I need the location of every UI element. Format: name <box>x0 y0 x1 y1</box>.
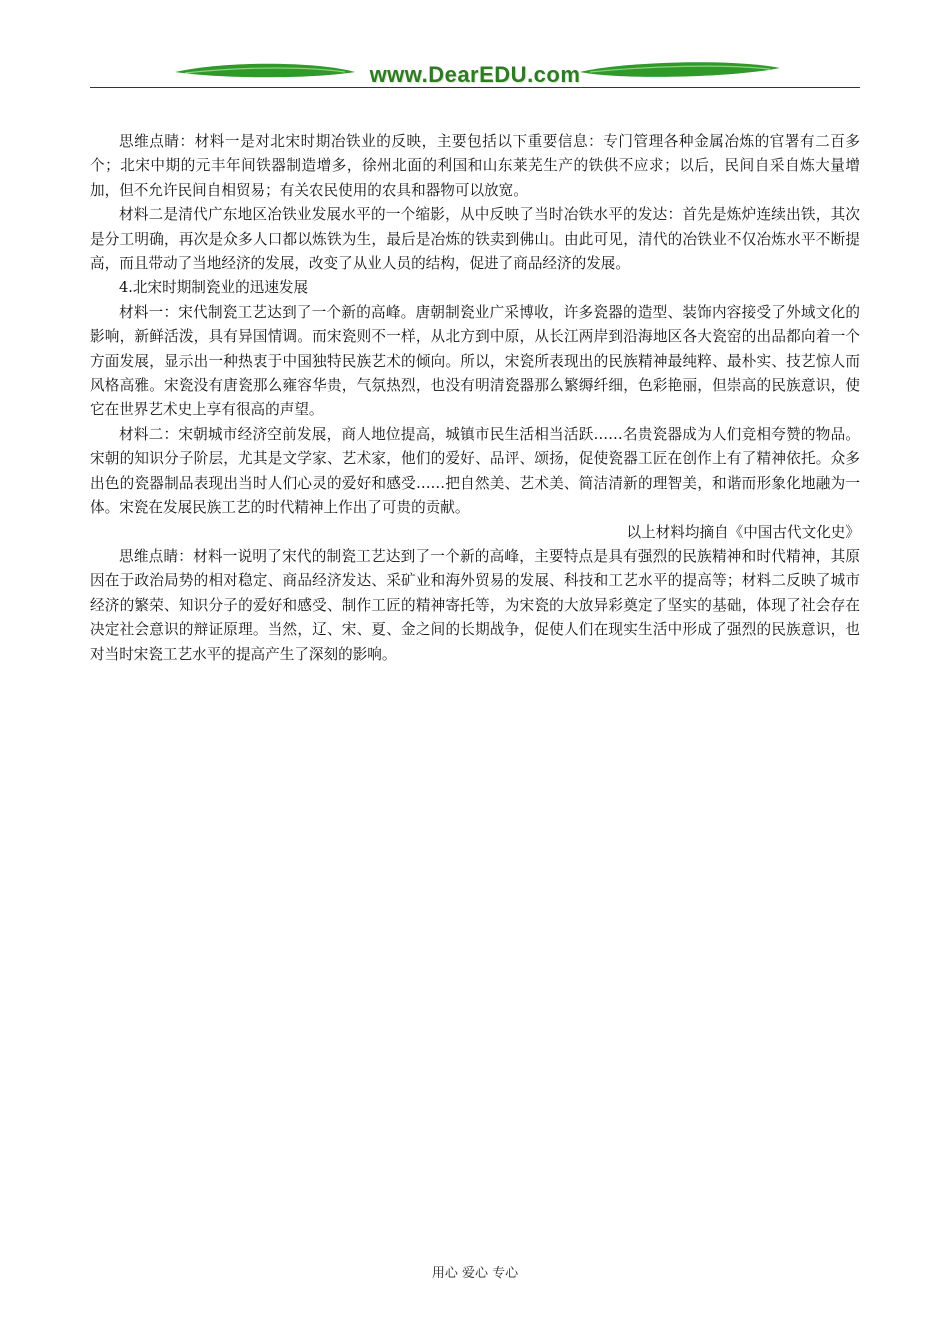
paragraph-4: 材料二：宋朝城市经济空前发展，商人地位提高，城镇市民生活相当活跃……名贵瓷器成为人们竞相夸赞的物品。宋朝的知识分子阶层，尤其是文学家、艺术家，他们的爱好、品评、颂扬，促使瓷器工匠在创作上有了精神依托。众多出色的瓷器制品表现出当时人们心灵的爱好和感受……把自然美、艺术美、简洁清新的理智美，和谐而形象化地融为一体。宋瓷在发展民族工艺的时代精神上作出了可贵的贡献。 <box>90 425 860 517</box>
section-heading: 4.北宋时期制瓷业的迅速发展 <box>119 279 309 297</box>
site-logo-text: www.DearEDU.com <box>369 62 581 87</box>
document-body <box>90 130 860 667</box>
paragraph-1: 思维点睛：材料一是对北宋时期冶铁业的反映，主要包括以下重要信息：专门管理各种金属冶炼的官署有二百多个；北宋中期的元丰年间铁器制造增多，徐州北面的利国和山东莱芜生产的铁供不应求；以后，民间自采自炼大量增加，但不允许民间自相贸易；有关农民使用的农具和器物可以放宽。 <box>90 133 860 199</box>
closing-paragraph: 思维点睛：材料一说明了宋代的制瓷工艺达到了一个新的高峰，主要特点是具有强烈的民族精神和时代精神，其原因在于政治局势的相对稳定、商品经济发达、采矿业和海外贸易的发展、科技和工艺水平的提高等；材料二反映了城市经济的繁荣、知识分子的爱好和感受、制作工匠的精神寄托等，为宋瓷的大放异彩奠定了坚实的基础，体现了社会存在决定社会意识的辩证原理。当然，辽、宋、夏、金之间的长期战争，促使人们在现实生活中形成了强烈的民族意识，也对当时宋瓷工艺水平的提高产生了深刻的影响。 <box>90 547 860 663</box>
header-divider <box>90 87 860 88</box>
page-header <box>90 58 860 92</box>
source-citation: 以上材料均摘自《中国古代文化史》 <box>626 523 860 541</box>
paragraph-3: 材料一：宋代制瓷工艺达到了一个新的高峰。唐朝制瓷业广采博收，许多瓷器的造型、装饰内容接受了外域文化的影响，新鲜活泼，具有异国情调。而宋瓷则不一样，从北方到中原，从长江两岸到沿海地区各大瓷窑的出品都向着一个方面发展，显示出一种热衷于中国独特民族艺术的倾向。所以，宋瓷所表现出的民族精神最纯粹、最朴实、技艺惊人而风格高雅。宋瓷没有唐瓷那么雍容华贵，气氛热烈，也没有明清瓷器那么繁缛纤细，色彩艳丽，但崇高的民族意识，使它在世界艺术史上享有很高的声望。 <box>90 303 860 419</box>
paragraph-2: 材料二是清代广东地区冶铁业发展水平的一个缩影，从中反映了当时冶铁水平的发达：首先是炼炉连续出铁，其次是分工明确，再次是众多人口都以炼铁为生，最后是冶炼的铁卖到佛山。由此可见，清代的冶铁业不仅冶炼水平不断提高，而且带动了当地经济的发展，改变了从业人员的结构，促进了商品经济的发展。 <box>90 206 860 273</box>
page-footer: 用心 爱心 专心 <box>431 1266 519 1281</box>
